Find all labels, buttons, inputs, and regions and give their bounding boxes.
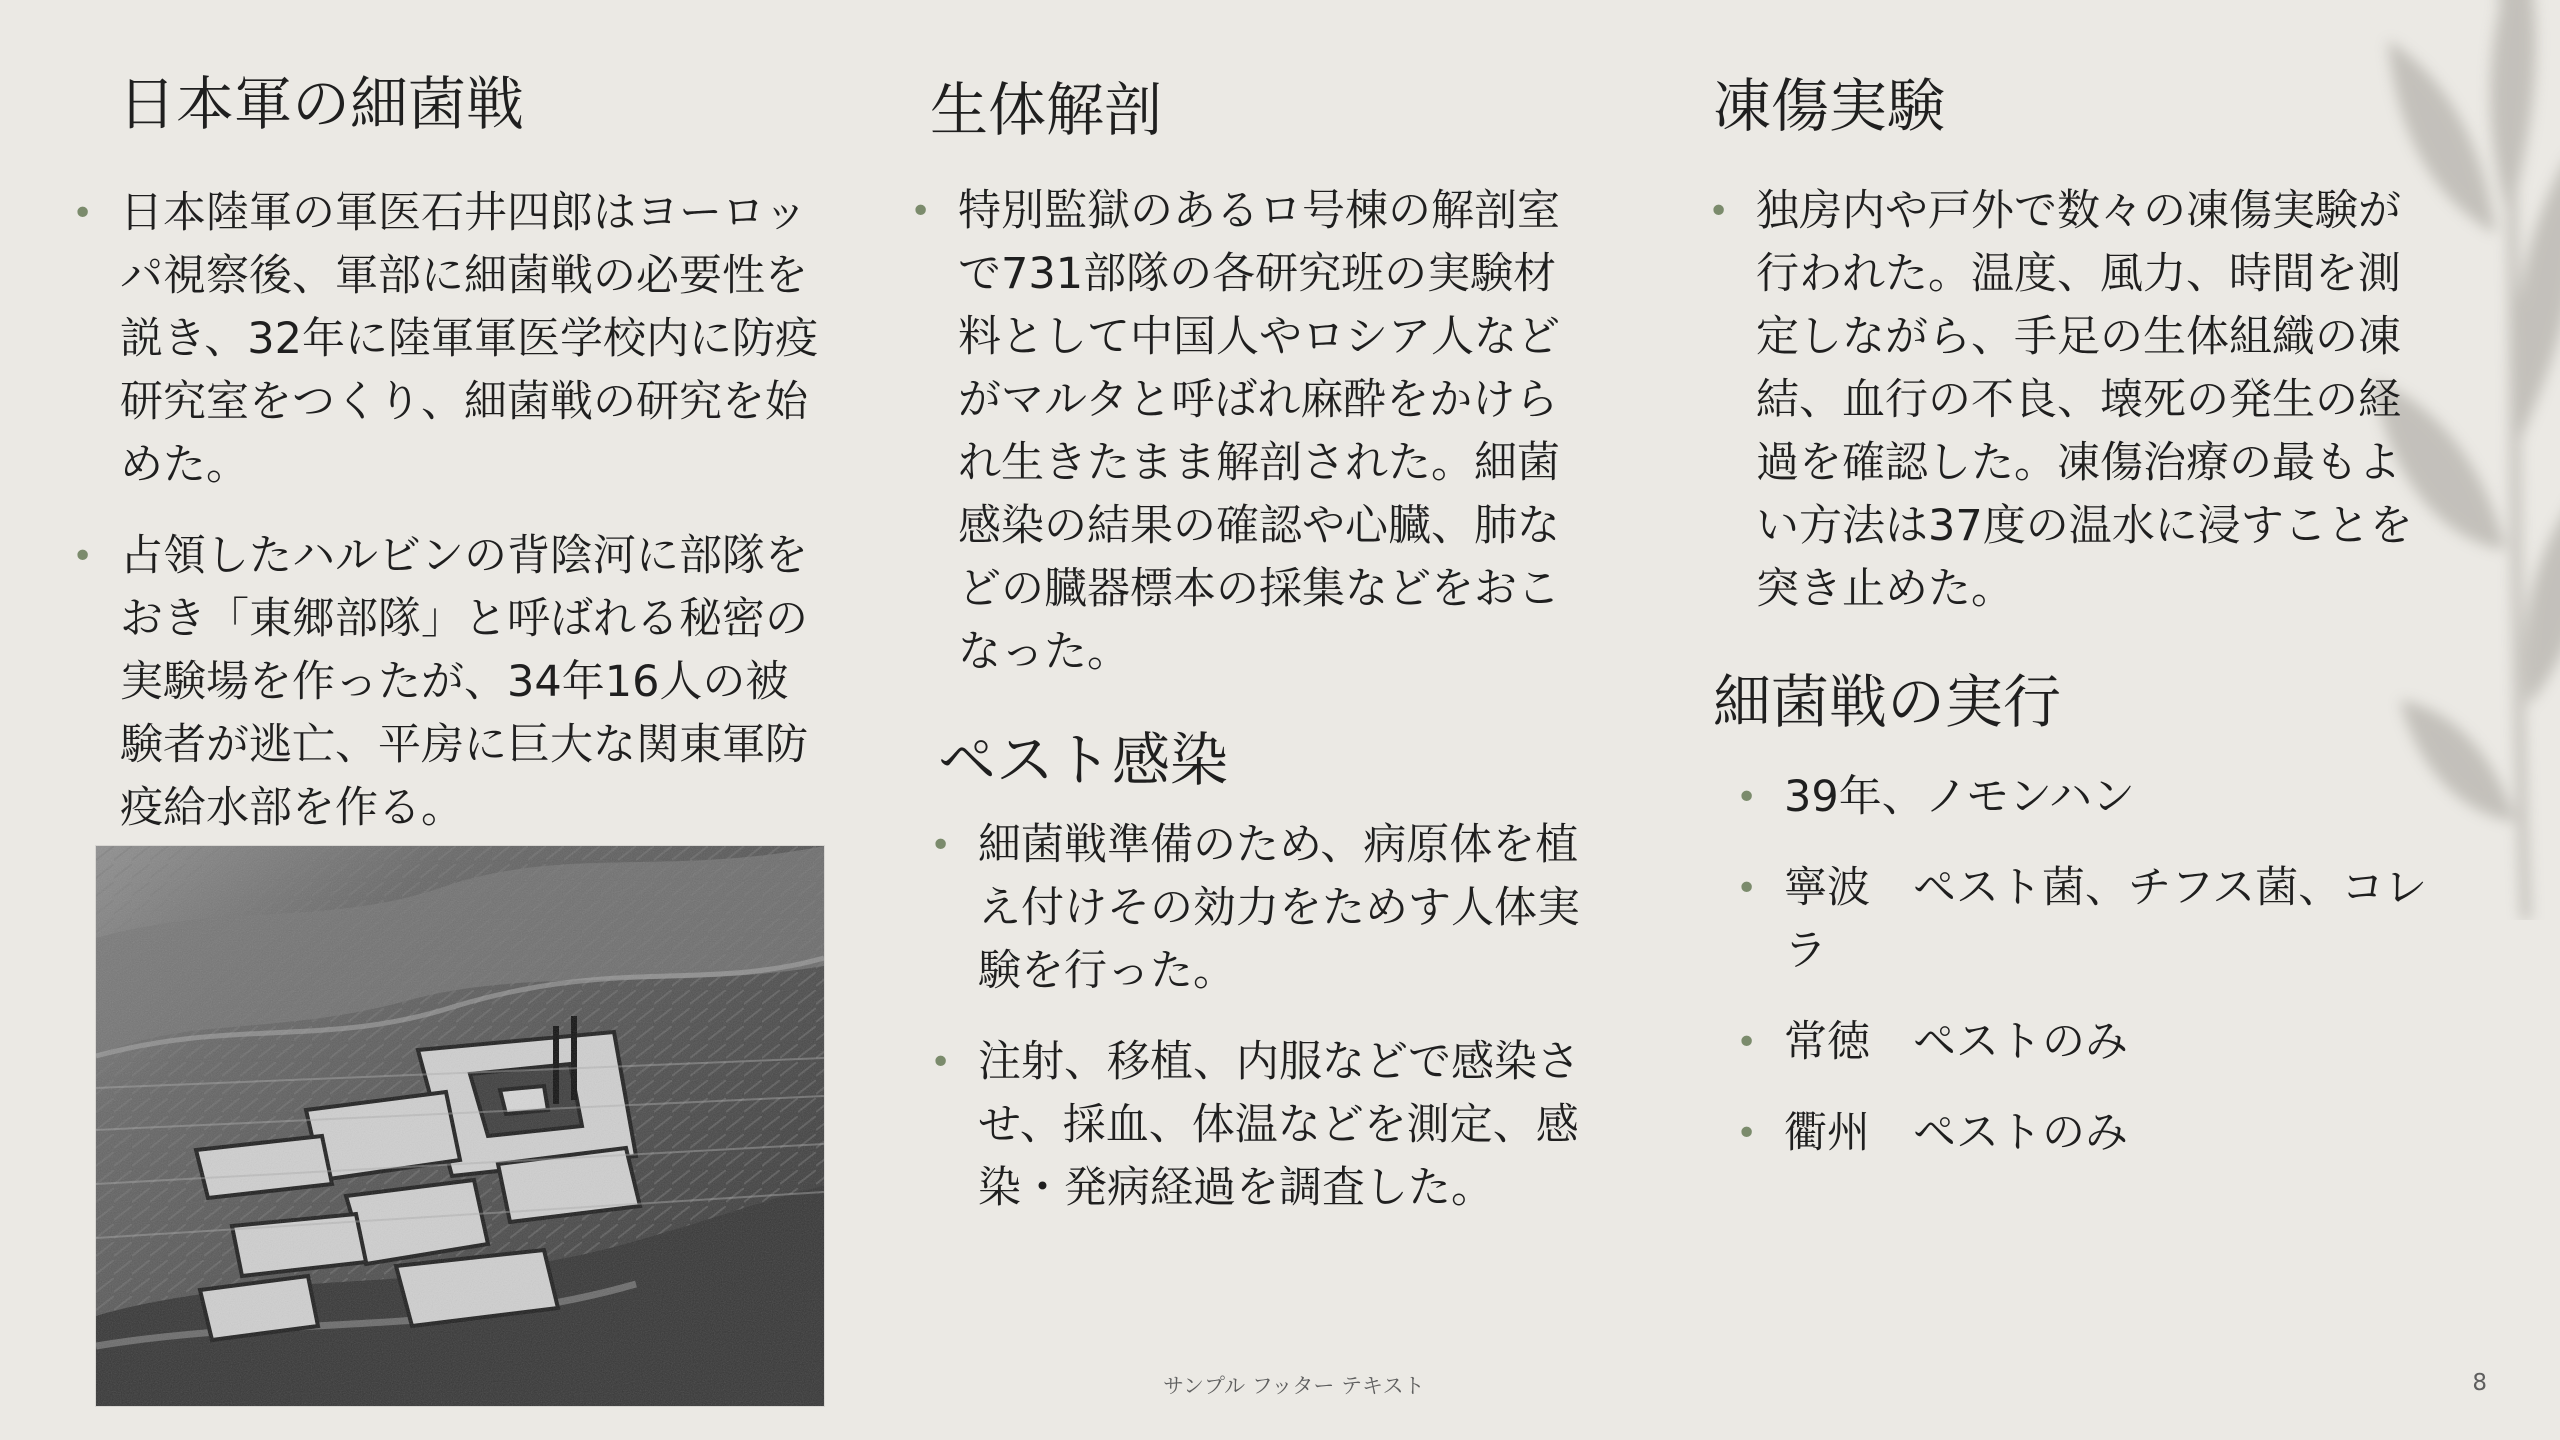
- plague-bullet-item: • 注射、移植、内服などで感染させ、採血、体温などを測定、感染・発病経過を調査した。: [930, 1031, 1590, 1220]
- execution-bullet-item: • 常徳 ペストのみ: [1736, 1011, 2456, 1074]
- title-japanese-army-biological-warfare: 日本軍の細菌戦: [118, 70, 525, 138]
- execution-bullet-list: [1736, 766, 2456, 1165]
- right-bullet-item: • 独房内や戸外で数々の凍傷実験が行われた。温度、風力、時間を測定しながら、手足の生体組織の凍結、血行の不良、壊死の発生の経過を確認した。凍傷治療の最もよい方法は37度の温水に浸すことを突き止めた。: [1708, 180, 2428, 621]
- subtitle-biological-warfare-execution: 細菌戦の実行: [1713, 668, 2062, 736]
- subtitle-plague-infection: ペスト感染: [938, 726, 1229, 794]
- title-frostbite-experiments: 凍傷実験: [1713, 72, 1946, 140]
- left-bullet-item: • 日本陸軍の軍医石井四郎はヨーロッパ視察後、軍部に細菌戦の必要性を説き、32年に陸軍軍医学校内に防疫研究室をつくり、細菌戦の研究を始めた。: [72, 182, 822, 497]
- plague-bullet-list: [930, 814, 1590, 1220]
- execution-bullet-item: • 衢州 ペストのみ: [1736, 1102, 2456, 1165]
- footer-text: サンプル フッター テキスト: [1163, 1374, 1425, 1398]
- plague-bullet-item: • 細菌戦準備のため、病原体を植え付けその効力をためす人体実験を行った。: [930, 814, 1590, 1003]
- page-number: 8: [2472, 1370, 2487, 1396]
- execution-bullet-item: • 39年、ノモンハン: [1736, 766, 2456, 829]
- middle-bullet-item: • 特別監獄のあるロ号棟の解剖室で731部隊の各研究班の実験材料として中国人やロシア人などがマルタと呼ばれ麻酔をかけられ生きたまま解剖された。細菌感染の結果の確認や心臓、肺などの臓器標本の採集などをおこなった。: [910, 180, 1570, 684]
- left-bullet-item: • 占領したハルビンの背陰河に部隊をおき「東郷部隊」と呼ばれる秘密の実験場を作ったが、34年16人の被験者が逃亡、平房に巨大な関東軍防疫給水部を作る。: [72, 525, 822, 840]
- middle-bullet-list: [910, 180, 1570, 684]
- left-bullet-list: [72, 182, 822, 840]
- right-bullet-list: [1708, 180, 2428, 621]
- title-live-dissection: 生体解剖: [930, 76, 1163, 144]
- historical-aerial-photo: [96, 846, 824, 1406]
- execution-bullet-item: • 寧波 ペスト菌、チフス菌、コレラ: [1736, 857, 2456, 983]
